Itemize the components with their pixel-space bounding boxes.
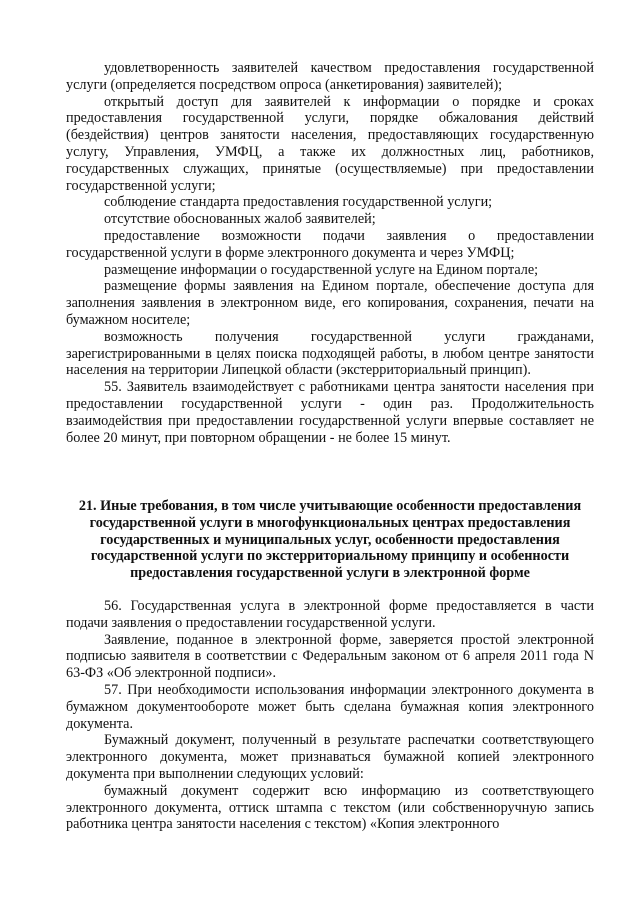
paragraph: 57. При необходимости использования информации электронного документа в бумажном документообороте может быть сделана бумажная копия электронного документа. (66, 681, 594, 732)
paragraph: возможность получения государственной услуги гражданами, зарегистрированными в целях поиска подходящей работы, в любом центре занятости населения на территории Липецкой области (экстерриториальный принцип). (66, 328, 594, 379)
paragraph: предоставление возможности подачи заявления о предоставлении государственной услуги в форме электронного документа и через УМФЦ; (66, 227, 594, 261)
paragraph: открытый доступ для заявителей к информации о порядке и сроках предоставления государственной услуги, порядке обжалования действий (бездействия) центров занятости населения, предоставляющих государственную услугу, Управления, УМФЦ, а также их должностных лиц, работников, государственных служащих, принятые (осуществляемые) при предоставлении государственной услуги; (66, 93, 594, 194)
paragraph: Заявление, поданное в электронной форме, заверяется простой электронной подписью заявителя в соответствии с Федеральным законом от 6 апреля 2011 года N 63-ФЗ «Об электронной подписи». (66, 631, 594, 682)
paragraph: бумажный документ содержит всю информацию из соответствующего электронного документа, оттиск штампа с текстом (или собственноручную запись работника центра занятости населения с текстом) «Копия электронного (66, 782, 594, 833)
paragraph: размещение формы заявления на Едином портале, обеспечение доступа для заполнения заявления в электронном виде, его копирования, сохранения, печати на бумажном носителе; (66, 278, 594, 328)
paragraph: Бумажный документ, полученный в результате распечатки соответствующего электронного документа, может признаваться бумажной копией электронного документа при выполнении следующих условий: (66, 732, 594, 782)
paragraph: 56. Государственная услуга в электронной форме предоставляется в части подачи заявления о предоставлении государственной услуги. (66, 598, 594, 631)
paragraph: отсутствие обоснованных жалоб заявителей; (104, 211, 376, 228)
paragraph: соблюдение стандарта предоставления государственной услуги; (104, 194, 493, 211)
paragraph: размещение информации о государственной услуге на Едином портале; (104, 261, 539, 278)
body-text-top (66, 60, 594, 446)
section-heading: 21. Иные требования, в том числе учитывающие особенности предоставления государственной услуги в многофункциональных центрах предоставления государственных и муниципальных услуг, особенности предоставления государственной услуги по экстерриториальному принципу и особенности предоставления государственной услуги в электронной форме (78, 498, 582, 582)
body-text-bottom (66, 598, 594, 833)
paragraph: 55. Заявитель взаимодействует с работниками центра занятости населения при предоставлении государственной услуги - один раз. Продолжительность взаимодействия при предоставлении государственной услуги впервые составляет не более 20 минут, при повторном обращении - не более 15 минут. (66, 379, 594, 446)
paragraph: удовлетворенность заявителей качеством предоставления государственной услуги (определяется посредством опроса (анкетирования) заявителей); (66, 60, 594, 93)
